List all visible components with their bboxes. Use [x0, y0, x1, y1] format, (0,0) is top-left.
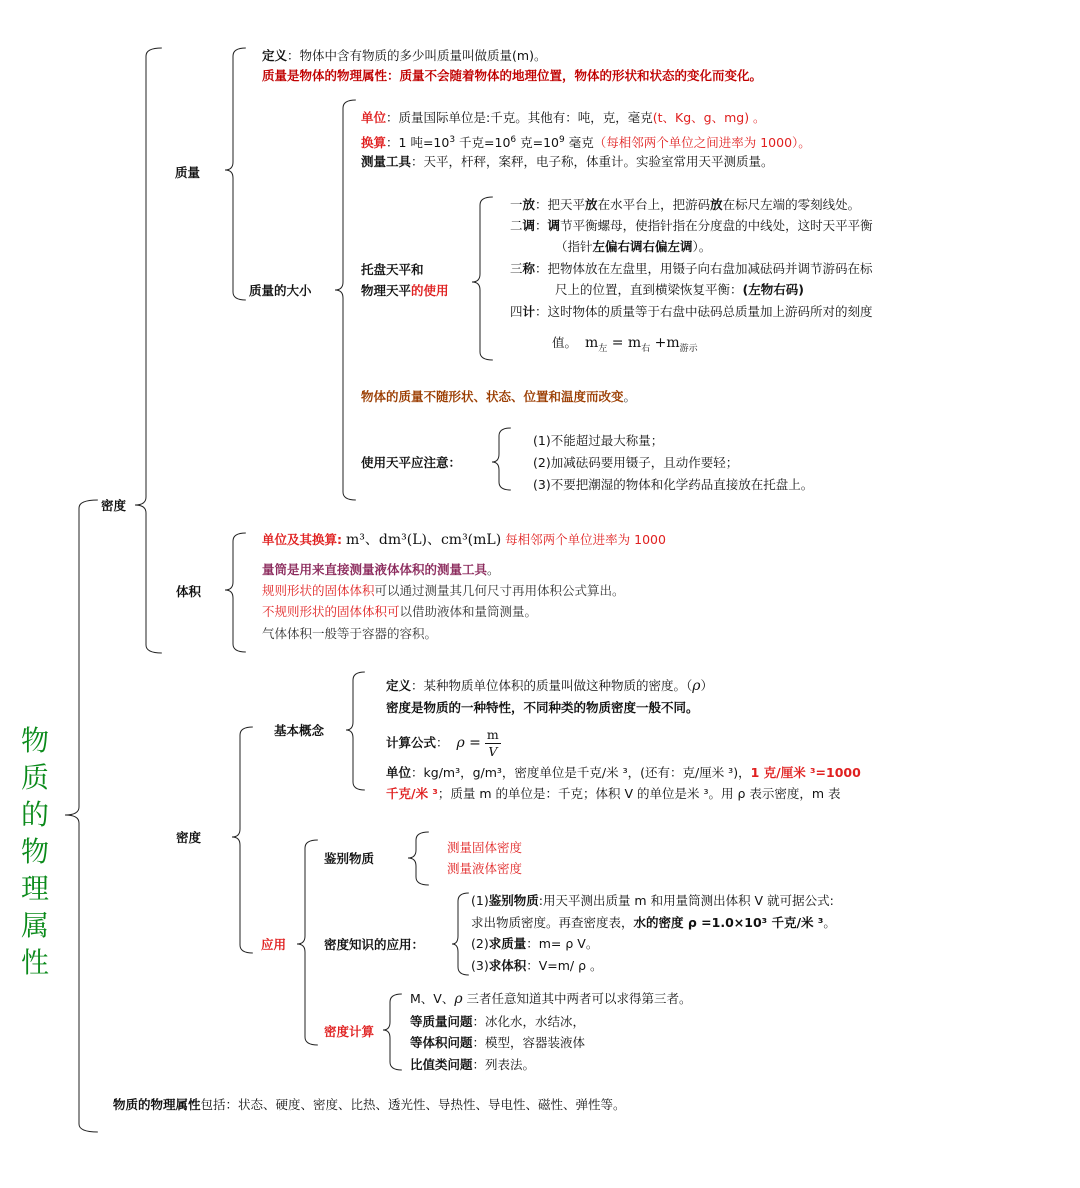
balance-step-2b: （指针左偏右调右偏左调）。 [555, 239, 712, 254]
balance-step-4: 四计：这时物体的质量等于右盘中砝码总质量加上游码所对的刻度 [510, 304, 873, 319]
main-title: 物质的物理属性 [20, 724, 49, 979]
density-definition: 定义：某种物质单位体积的质量叫做这种物质的密度。（ρ） [386, 678, 714, 694]
footer-attributes: 物质的物理属性包括：状态、硬度、密度、比热、透光性、导热性、导电性、磁性、弹性等。 [113, 1097, 626, 1112]
brace-mass [225, 48, 246, 300]
brace-volume [225, 533, 246, 652]
node-balance-2: 物理天平的使用 [361, 283, 449, 298]
volume-irregular: 不规则形状的固体体积可以借助液体和量筒测量。 [262, 604, 538, 619]
application-2: (2)求质量：m= ρ V。 [471, 936, 599, 951]
volume-cylinder: 量筒是用来直接测量液体体积的测量工具。 [262, 562, 500, 577]
node-basic-concept: 基本概念 [274, 723, 325, 738]
mass-attribute: 质量是物体的物理属性：质量不会随着物体的地理位置，物体的形状和状态的变化而变化。 [262, 68, 763, 83]
node-density-calc: 密度计算 [324, 1024, 375, 1039]
calc-1: M、V、ρ 三者任意知道其中两者可以求得第三者。 [410, 991, 692, 1007]
density-fraction: $\frac{m}{V}$ [486, 727, 499, 759]
density-formula: 计算公式： ρ = $\frac{m}{V}$ [386, 727, 499, 759]
node-density: 密度 [176, 830, 202, 845]
identify-liquid: 测量液体密度 [447, 861, 523, 876]
balance-step-1: 一放：把天平放在水平台上，把游码放在标尺左端的零刻线处。 [510, 197, 861, 212]
application-1b: 求出物质密度。再查密度表，水的密度 ρ =1.0×10³ 千克/米 ³。 [471, 915, 836, 930]
node-mass: 质量 [175, 165, 201, 180]
density-unit-2: 千克/米 ³；质量 m 的单位是：千克；体积 V 的单位是米 ³。用 ρ 表示密度，m 表 [386, 786, 841, 801]
brace-mass-size [335, 100, 356, 500]
node-volume: 体积 [176, 584, 202, 599]
calc-4: 比值类问题：列表法。 [410, 1057, 536, 1072]
brace-identify [408, 832, 429, 885]
volume-units: 单位及其换算: m³、dm³(L)、cm³(mL) 每相邻两个单位进率为 1000 [262, 532, 666, 548]
balance-step-4b: 值。 $m_左 = m_右 +m_{游示}$ [552, 335, 698, 354]
brace-notes [492, 428, 511, 490]
mass-definition: 定义：物体中含有物质的多少叫质量叫做质量(m)。 [262, 48, 547, 63]
brace-root [65, 500, 98, 1132]
application-1: (1)鉴别物质:用天平测出质量 m 和用量筒测出体积 V 就可据公式: [471, 893, 834, 908]
application-3: (3)求体积：V=m/ ρ 。 [471, 958, 603, 973]
node-identify: 鉴别物质 [324, 851, 375, 866]
node-balance-1: 托盘天平和 [361, 262, 424, 277]
volume-gas: 气体体积一般等于容器的容积。 [262, 626, 438, 641]
balance-note-3: (3)不要把潮湿的物体和化学药品直接放在托盘上。 [533, 477, 814, 492]
balance-step-3b: 尺上的位置，直到横梁恢复平衡：(左物右码) [555, 282, 804, 297]
brace-density-app [452, 893, 469, 975]
brace-density-root [135, 48, 162, 653]
balance-note-1: (1)不能超过最大称量； [533, 433, 664, 448]
volume-regular: 规则形状的固体体积可以通过测量其几何尺寸再用体积公式算出。 [262, 583, 625, 598]
node-balance-notes: 使用天平应注意： [361, 455, 462, 470]
node-density-application: 密度知识的应用： [324, 937, 425, 952]
brace-basic [346, 672, 365, 790]
identify-solid: 测量固体密度 [447, 840, 523, 855]
density-property: 密度是物质的一种特性，不同种类的物质密度一般不同。 [386, 700, 699, 715]
node-mass-size: 质量的大小 [249, 283, 312, 298]
balance-formula: $m_左 = m_右 +m_{游示}$ [584, 335, 698, 354]
mass-invariant: 物体的质量不随形状、状态、位置和温度而改变。 [361, 389, 637, 404]
balance-step-3: 三称：把物体放在左盘里，用镊子向右盘加减砝码并调节游码在标 [510, 261, 873, 276]
balance-step-2: 二调：调节平衡螺母，使指针指在分度盘的中线处，这时天平平衡 [510, 218, 873, 233]
calc-3: 等体积问题：模型，容器装液体 [410, 1035, 586, 1050]
brace-application [297, 840, 318, 1045]
node-application: 应用 [261, 937, 287, 952]
balance-note-2: (2)加减砝码要用镊子，且动作要轻； [533, 455, 739, 470]
brace-density-calc [383, 994, 402, 1070]
mass-conversion: 换算：1 吨$=10^3$ 千克$=10^6$ 克$=10^9$ 毫克（每相邻两个单位之间进率为 1000）。 [361, 135, 811, 151]
density-unit: 单位：kg/m³，g/m³，密度单位是千克/米 ³，(还有：克/厘米 ³)，1 克/厘米 ³=1000 [386, 765, 861, 780]
brace-balance [472, 197, 493, 360]
mass-tools: 测量工具：天平，杆秤，案秤，电子称，体重计。实验室常用天平测质量。 [361, 154, 774, 169]
mass-unit: 单位：质量国际单位是:千克。其他有：吨，克，毫克(t、Kg、g、mg) 。 [361, 110, 766, 125]
node-density-root: 密度 [101, 498, 127, 513]
brace-density [232, 727, 253, 953]
calc-2: 等质量问题：冰化水，水结冰， [410, 1014, 586, 1029]
